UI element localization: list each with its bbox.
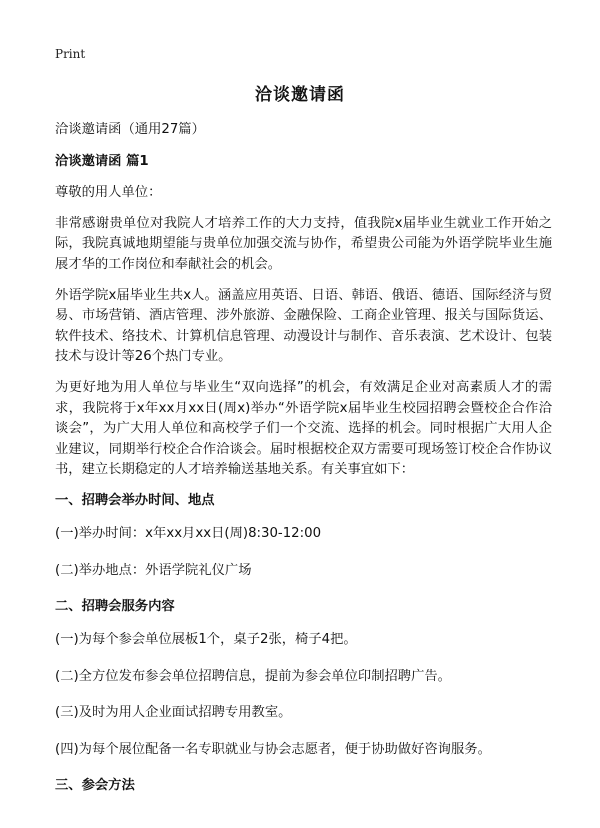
section-heading: 二、招聘会服务内容 xyxy=(55,599,175,614)
article-heading: 洽谈邀请函 篇1 xyxy=(55,153,149,169)
list-item: (一)举办时间：x年xx月xx日(周)8:30-12:00 xyxy=(55,526,322,541)
list-item: (一)为每个参会单位展板1个，桌子2张，椅子4把。 xyxy=(55,632,357,647)
list-item: (二)全方位发布参会单位招聘信息，提前为参会单位印制招聘广告。 xyxy=(55,668,451,684)
event-paragraph: 为更好地为用人单位与毕业生“双向选择”的机会，有效满足企业对高素质人才的需求，我院将于x年xx月xx日(周x)举办“外语学院x届毕业生校园招聘会暨校企合作洽谈会”，为广大用人单位和高校学子们一个交流、选择的机会。同时根据广大用人企业建议，同期举行校企合作洽谈会。届时根据校企双方需要可现场签订校企合作协议书，建立长期稳定的人才培养输送基地关系。有关事宜如下： xyxy=(55,380,552,477)
list-item: (二)举办地点：外语学院礼仪广场 xyxy=(55,562,252,578)
print-label[interactable]: Print xyxy=(55,47,86,61)
section-heading: 一、招聘会举办时间、地点 xyxy=(55,493,215,508)
list-item: (三)及时为用人企业面试招聘专用教室。 xyxy=(55,705,292,720)
section-heading: 三、参会方法 xyxy=(55,778,135,793)
graduates-paragraph: 外语学院x届毕业生共x人。涵盖应用英语、日语、韩语、俄语、德语、国际经济与贸易、市场营销、酒店管理、涉外旅游、金融保险、工商企业管理、报关与国际货运、软件技术、络技术、计算机信息管理、动漫设计与制作、音乐表演、艺术设计、包装技术与设计等26个热门专业。 xyxy=(55,287,552,364)
document-subtitle: 洽谈邀请函（通用27篇） xyxy=(55,122,205,137)
greeting: 尊敬的用人单位： xyxy=(55,184,162,200)
intro-paragraph: 非常感谢贵单位对我院人才培养工作的大力支持，值我院x届毕业生就业工作开始之际，我院真诚地期望能与贵单位加强交流与协作，希望贵公司能为外语学院毕业生施展才华的工作岗位和奉献社会的机会。 xyxy=(55,215,552,272)
document-title: 洽谈邀请函 xyxy=(255,85,345,105)
list-item: (四)为每个展位配备一名专职就业与协会志愿者，便于协助做好咨询服务。 xyxy=(55,741,491,757)
document-body xyxy=(55,120,552,809)
